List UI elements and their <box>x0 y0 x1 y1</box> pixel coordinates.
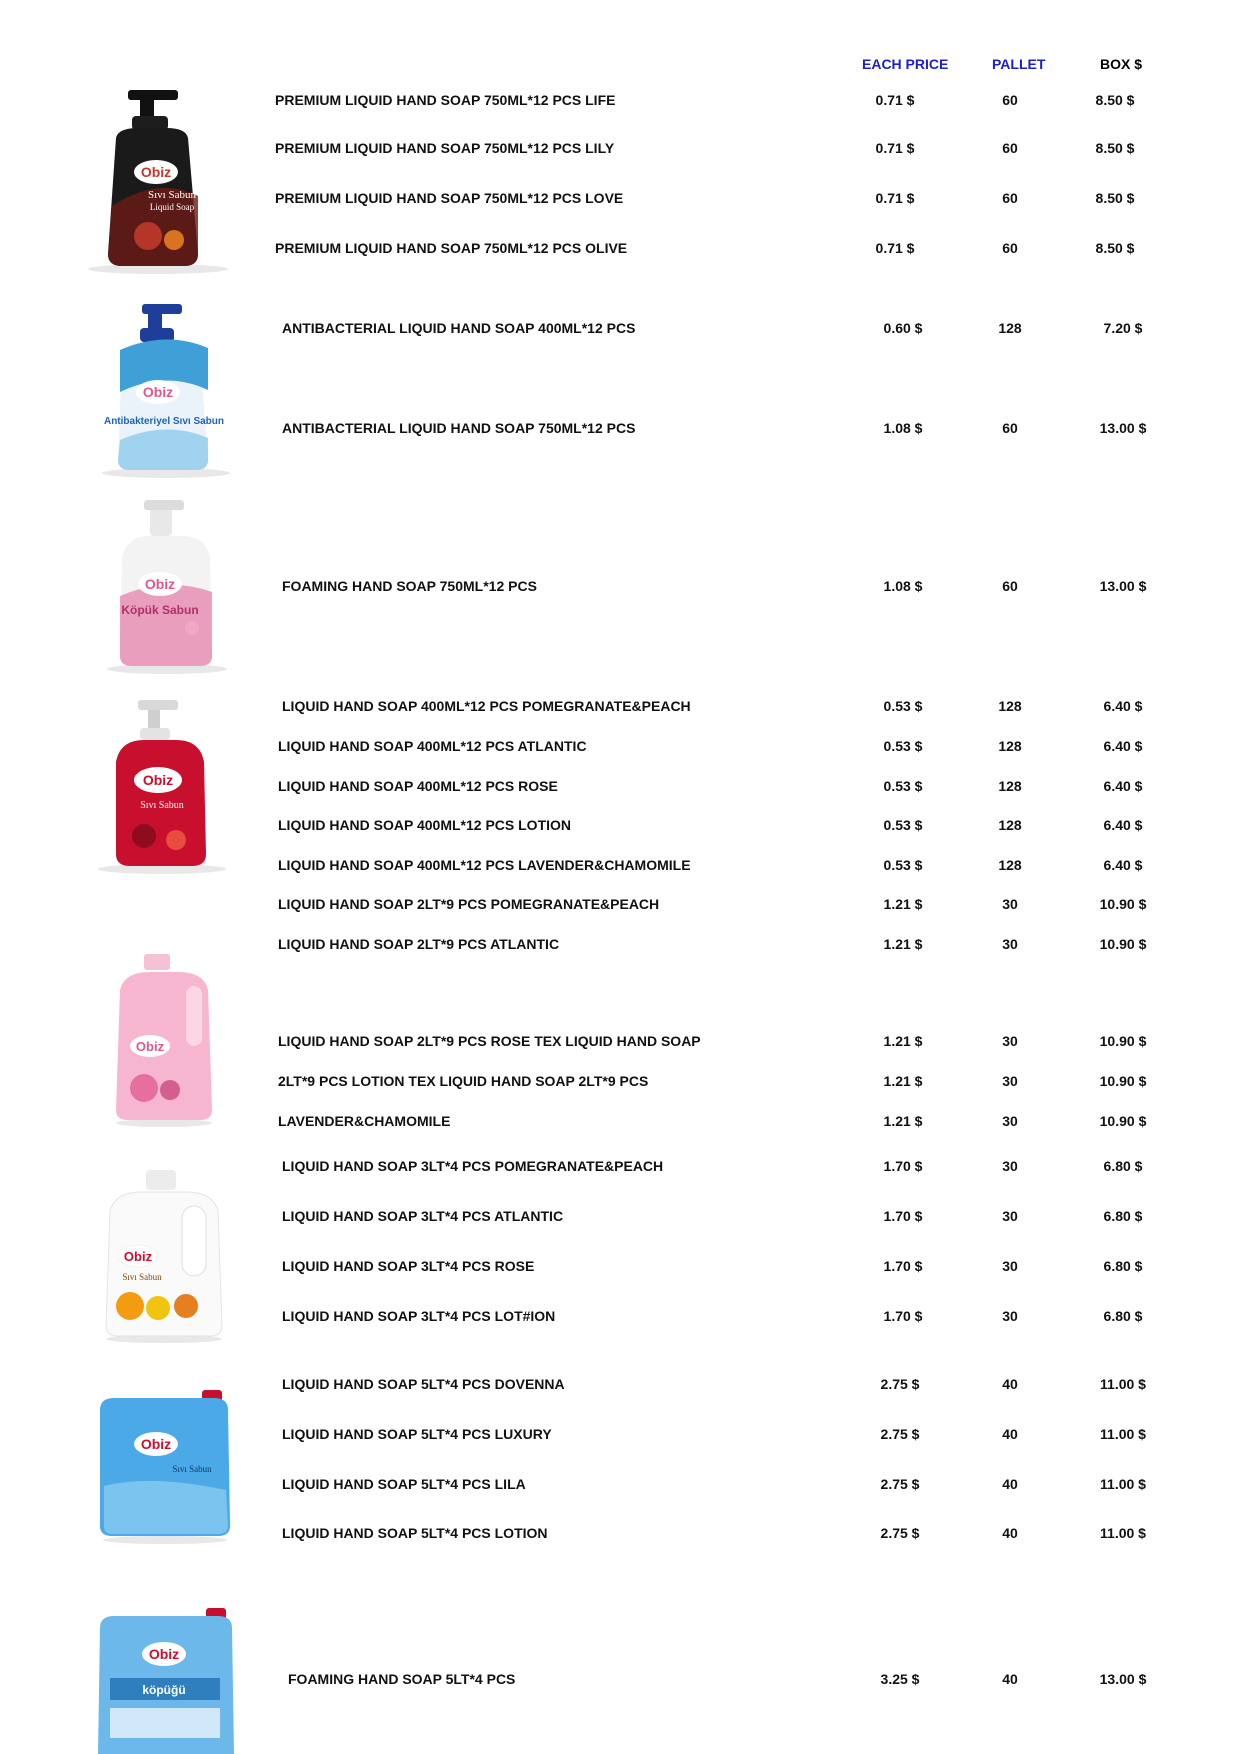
box-price-value: 8.50 $ <box>1095 190 1135 206</box>
box-price-value: 6.80 $ <box>1103 1158 1143 1174</box>
product-name: PREMIUM LIQUID HAND SOAP 750ML*12 PCS LOVE <box>275 190 624 206</box>
pink-2lt-bottle-icon <box>104 950 224 1130</box>
svg-text:Sıvı Sabun: Sıvı Sabun <box>172 1464 212 1474</box>
antibacterial-pump-bottle-icon <box>86 300 246 480</box>
box-price-value: 10.90 $ <box>1099 896 1147 912</box>
box-price-value: 13.00 $ <box>1099 420 1147 436</box>
pallet-value: 60 <box>1002 578 1018 594</box>
box-price-value: 7.20 $ <box>1103 320 1143 336</box>
box-price-value: 13.00 $ <box>1099 578 1147 594</box>
pallet-value: 40 <box>1002 1426 1018 1442</box>
product-name: PREMIUM LIQUID HAND SOAP 750ML*12 PCS LILY <box>275 140 615 156</box>
product-name: LIQUID HAND SOAP 400ML*12 PCS LAVENDER&CHAMOMILE <box>278 857 691 873</box>
pallet-value: 30 <box>1002 1308 1018 1324</box>
box-price-value: 8.50 $ <box>1095 140 1135 156</box>
each-price-value: 1.21 $ <box>883 936 923 952</box>
each-price-value: 0.60 $ <box>883 320 923 336</box>
product-name: LIQUID HAND SOAP 3LT*4 PCS POMEGRANATE&PEACH <box>282 1158 664 1174</box>
pallet-value: 128 <box>998 698 1022 714</box>
each-price-value: 1.21 $ <box>883 1113 923 1129</box>
each-price-value: 1.21 $ <box>883 1033 923 1049</box>
svg-text:Obiz: Obiz <box>123 1249 153 1264</box>
svg-text:Obiz: Obiz <box>142 772 174 788</box>
pallet-value: 60 <box>1002 140 1018 156</box>
product-name: ANTIBACTERIAL LIQUID HAND SOAP 400ML*12 PCS <box>282 320 636 336</box>
product-name: LIQUID HAND SOAP 400ML*12 PCS ROSE <box>278 778 558 794</box>
each-price-value: 1.70 $ <box>883 1308 923 1324</box>
box-price-value: 6.80 $ <box>1103 1308 1143 1324</box>
product-name: LAVENDER&CHAMOMILE <box>278 1113 451 1129</box>
svg-text:Obiz: Obiz <box>140 1436 172 1452</box>
red-pump-bottle-icon <box>82 696 242 876</box>
box-price-value: 6.80 $ <box>1103 1208 1143 1224</box>
box-price-value: 11.00 $ <box>1100 1525 1146 1541</box>
svg-text:Antibakteriyel Sıvı Sabun: Antibakteriyel Sıvı Sabun <box>103 416 225 427</box>
each-price-value: 3.25 $ <box>880 1671 920 1687</box>
product-name: LIQUID HAND SOAP 400ML*12 PCS LOTION <box>278 817 572 833</box>
svg-text:Liquid Soap: Liquid Soap <box>149 202 195 212</box>
pallet-value: 128 <box>998 778 1022 794</box>
pallet-value: 40 <box>1002 1525 1018 1541</box>
product-name: LIQUID HAND SOAP 2LT*9 PCS ROSE TEX LIQUID HAND SOAP <box>278 1033 701 1049</box>
product-name: LIQUID HAND SOAP 5LT*4 PCS LOTION <box>282 1525 548 1541</box>
blue-5lt-canister-icon <box>90 1386 240 1546</box>
svg-text:Obiz: Obiz <box>140 164 172 180</box>
each-price-value: 0.71 $ <box>875 240 915 256</box>
svg-text:Obiz: Obiz <box>148 1646 180 1662</box>
svg-text:köpüğü: köpüğü <box>142 1683 186 1697</box>
pallet-value: 60 <box>1002 92 1018 108</box>
box-price-value: 6.40 $ <box>1103 857 1143 873</box>
pallet-value: 40 <box>1002 1376 1018 1392</box>
pallet-value: 30 <box>1002 1258 1018 1274</box>
each-price-value: 2.75 $ <box>880 1376 920 1392</box>
pallet-value: 128 <box>998 320 1022 336</box>
pallet-value: 128 <box>998 817 1022 833</box>
product-name: PREMIUM LIQUID HAND SOAP 750ML*12 PCS OLIVE <box>275 240 628 256</box>
each-price-value: 0.53 $ <box>883 738 923 754</box>
blue-5lt-foam-canister-icon <box>94 1604 244 1754</box>
pallet-value: 128 <box>998 738 1022 754</box>
box-price-value: 11.00 $ <box>1100 1476 1146 1492</box>
pallet-header: PALLET <box>992 56 1046 72</box>
each-price-value: 1.08 $ <box>883 420 923 436</box>
each-price-value: 0.53 $ <box>883 778 923 794</box>
product-name: LIQUID HAND SOAP 400ML*12 PCS POMEGRANATE&PEACH <box>282 698 691 714</box>
each-price-value: 0.53 $ <box>883 857 923 873</box>
box-header: BOX $ <box>1100 56 1143 72</box>
each-price-value: 1.70 $ <box>883 1258 923 1274</box>
product-name: FOAMING HAND SOAP 5LT*4 PCS <box>288 1671 516 1687</box>
svg-text:Sıvı Sabun: Sıvı Sabun <box>140 800 184 811</box>
each-price-value: 1.08 $ <box>883 578 923 594</box>
box-price-value: 6.40 $ <box>1103 738 1143 754</box>
pallet-value: 30 <box>1002 1158 1018 1174</box>
each-price-value: 2.75 $ <box>880 1525 920 1541</box>
product-name: ANTIBACTERIAL LIQUID HAND SOAP 750ML*12 PCS <box>282 420 636 436</box>
svg-text:Obiz: Obiz <box>144 576 176 592</box>
svg-text:Obiz: Obiz <box>135 1039 165 1054</box>
box-price-value: 10.90 $ <box>1099 1073 1147 1089</box>
box-price-value: 10.90 $ <box>1099 1033 1147 1049</box>
product-name: LIQUID HAND SOAP 3LT*4 PCS ROSE <box>282 1258 535 1274</box>
pallet-value: 40 <box>1002 1476 1018 1492</box>
box-price-value: 6.40 $ <box>1103 817 1143 833</box>
product-name: LIQUID HAND SOAP 5LT*4 PCS LILA <box>282 1476 526 1492</box>
each-price-header: EACH PRICE <box>862 56 949 72</box>
each-price-value: 1.21 $ <box>883 1073 923 1089</box>
box-price-value: 8.50 $ <box>1095 92 1135 108</box>
each-price-value: 0.53 $ <box>883 698 923 714</box>
pallet-value: 60 <box>1002 240 1018 256</box>
box-price-value: 11.00 $ <box>1100 1426 1146 1442</box>
box-price-value: 8.50 $ <box>1095 240 1135 256</box>
product-name: LIQUID HAND SOAP 3LT*4 PCS ATLANTIC <box>282 1208 564 1224</box>
each-price-value: 1.70 $ <box>883 1208 923 1224</box>
pallet-value: 30 <box>1002 1073 1018 1089</box>
each-price-value: 0.71 $ <box>875 140 915 156</box>
table-row <box>0 896 1240 924</box>
box-price-value: 11.00 $ <box>1100 1376 1146 1392</box>
product-name: LIQUID HAND SOAP 2LT*9 PCS ATLANTIC <box>278 936 560 952</box>
pallet-value: 30 <box>1002 1113 1018 1129</box>
box-price-value: 6.40 $ <box>1103 778 1143 794</box>
each-price-value: 0.71 $ <box>875 190 915 206</box>
product-name: LIQUID HAND SOAP 400ML*12 PCS ATLANTIC <box>278 738 587 754</box>
box-price-value: 13.00 $ <box>1099 1671 1147 1687</box>
box-price-value: 10.90 $ <box>1099 1113 1147 1129</box>
box-price-value: 10.90 $ <box>1099 936 1147 952</box>
each-price-value: 2.75 $ <box>880 1426 920 1442</box>
each-price-value: 1.21 $ <box>883 896 923 912</box>
each-price-value: 1.70 $ <box>883 1158 923 1174</box>
svg-text:Obiz: Obiz <box>142 384 174 400</box>
each-price-value: 0.71 $ <box>875 92 915 108</box>
foaming-pump-bottle-icon <box>92 496 242 676</box>
svg-text:Köpük Sabun: Köpük Sabun <box>121 603 199 617</box>
box-price-value: 6.80 $ <box>1103 1258 1143 1274</box>
premium-pump-bottle-icon <box>78 86 238 276</box>
white-3lt-bottle-icon <box>94 1166 234 1346</box>
product-name: LIQUID HAND SOAP 5LT*4 PCS DOVENNA <box>282 1376 565 1392</box>
pallet-value: 30 <box>1002 1208 1018 1224</box>
pallet-value: 60 <box>1002 420 1018 436</box>
pallet-value: 128 <box>998 857 1022 873</box>
product-name: LIQUID HAND SOAP 2LT*9 PCS POMEGRANATE&PEACH <box>278 896 660 912</box>
pallet-value: 60 <box>1002 190 1018 206</box>
product-name: FOAMING HAND SOAP 750ML*12 PCS <box>282 578 537 594</box>
each-price-value: 0.53 $ <box>883 817 923 833</box>
svg-text:Sıvı Sabun: Sıvı Sabun <box>122 1272 162 1282</box>
svg-text:Sıvı Sabun: Sıvı Sabun <box>148 189 196 201</box>
pallet-value: 30 <box>1002 936 1018 952</box>
product-name: PREMIUM LIQUID HAND SOAP 750ML*12 PCS LIFE <box>275 92 616 108</box>
product-name: 2LT*9 PCS LOTION TEX LIQUID HAND SOAP 2LT*9 PCS <box>278 1073 649 1089</box>
product-name: LIQUID HAND SOAP 5LT*4 PCS LUXURY <box>282 1426 552 1442</box>
product-name: LIQUID HAND SOAP 3LT*4 PCS LOT#ION <box>282 1308 556 1324</box>
pallet-value: 40 <box>1002 1671 1018 1687</box>
pallet-value: 30 <box>1002 896 1018 912</box>
box-price-value: 6.40 $ <box>1103 698 1143 714</box>
each-price-value: 2.75 $ <box>880 1476 920 1492</box>
pallet-value: 30 <box>1002 1033 1018 1049</box>
